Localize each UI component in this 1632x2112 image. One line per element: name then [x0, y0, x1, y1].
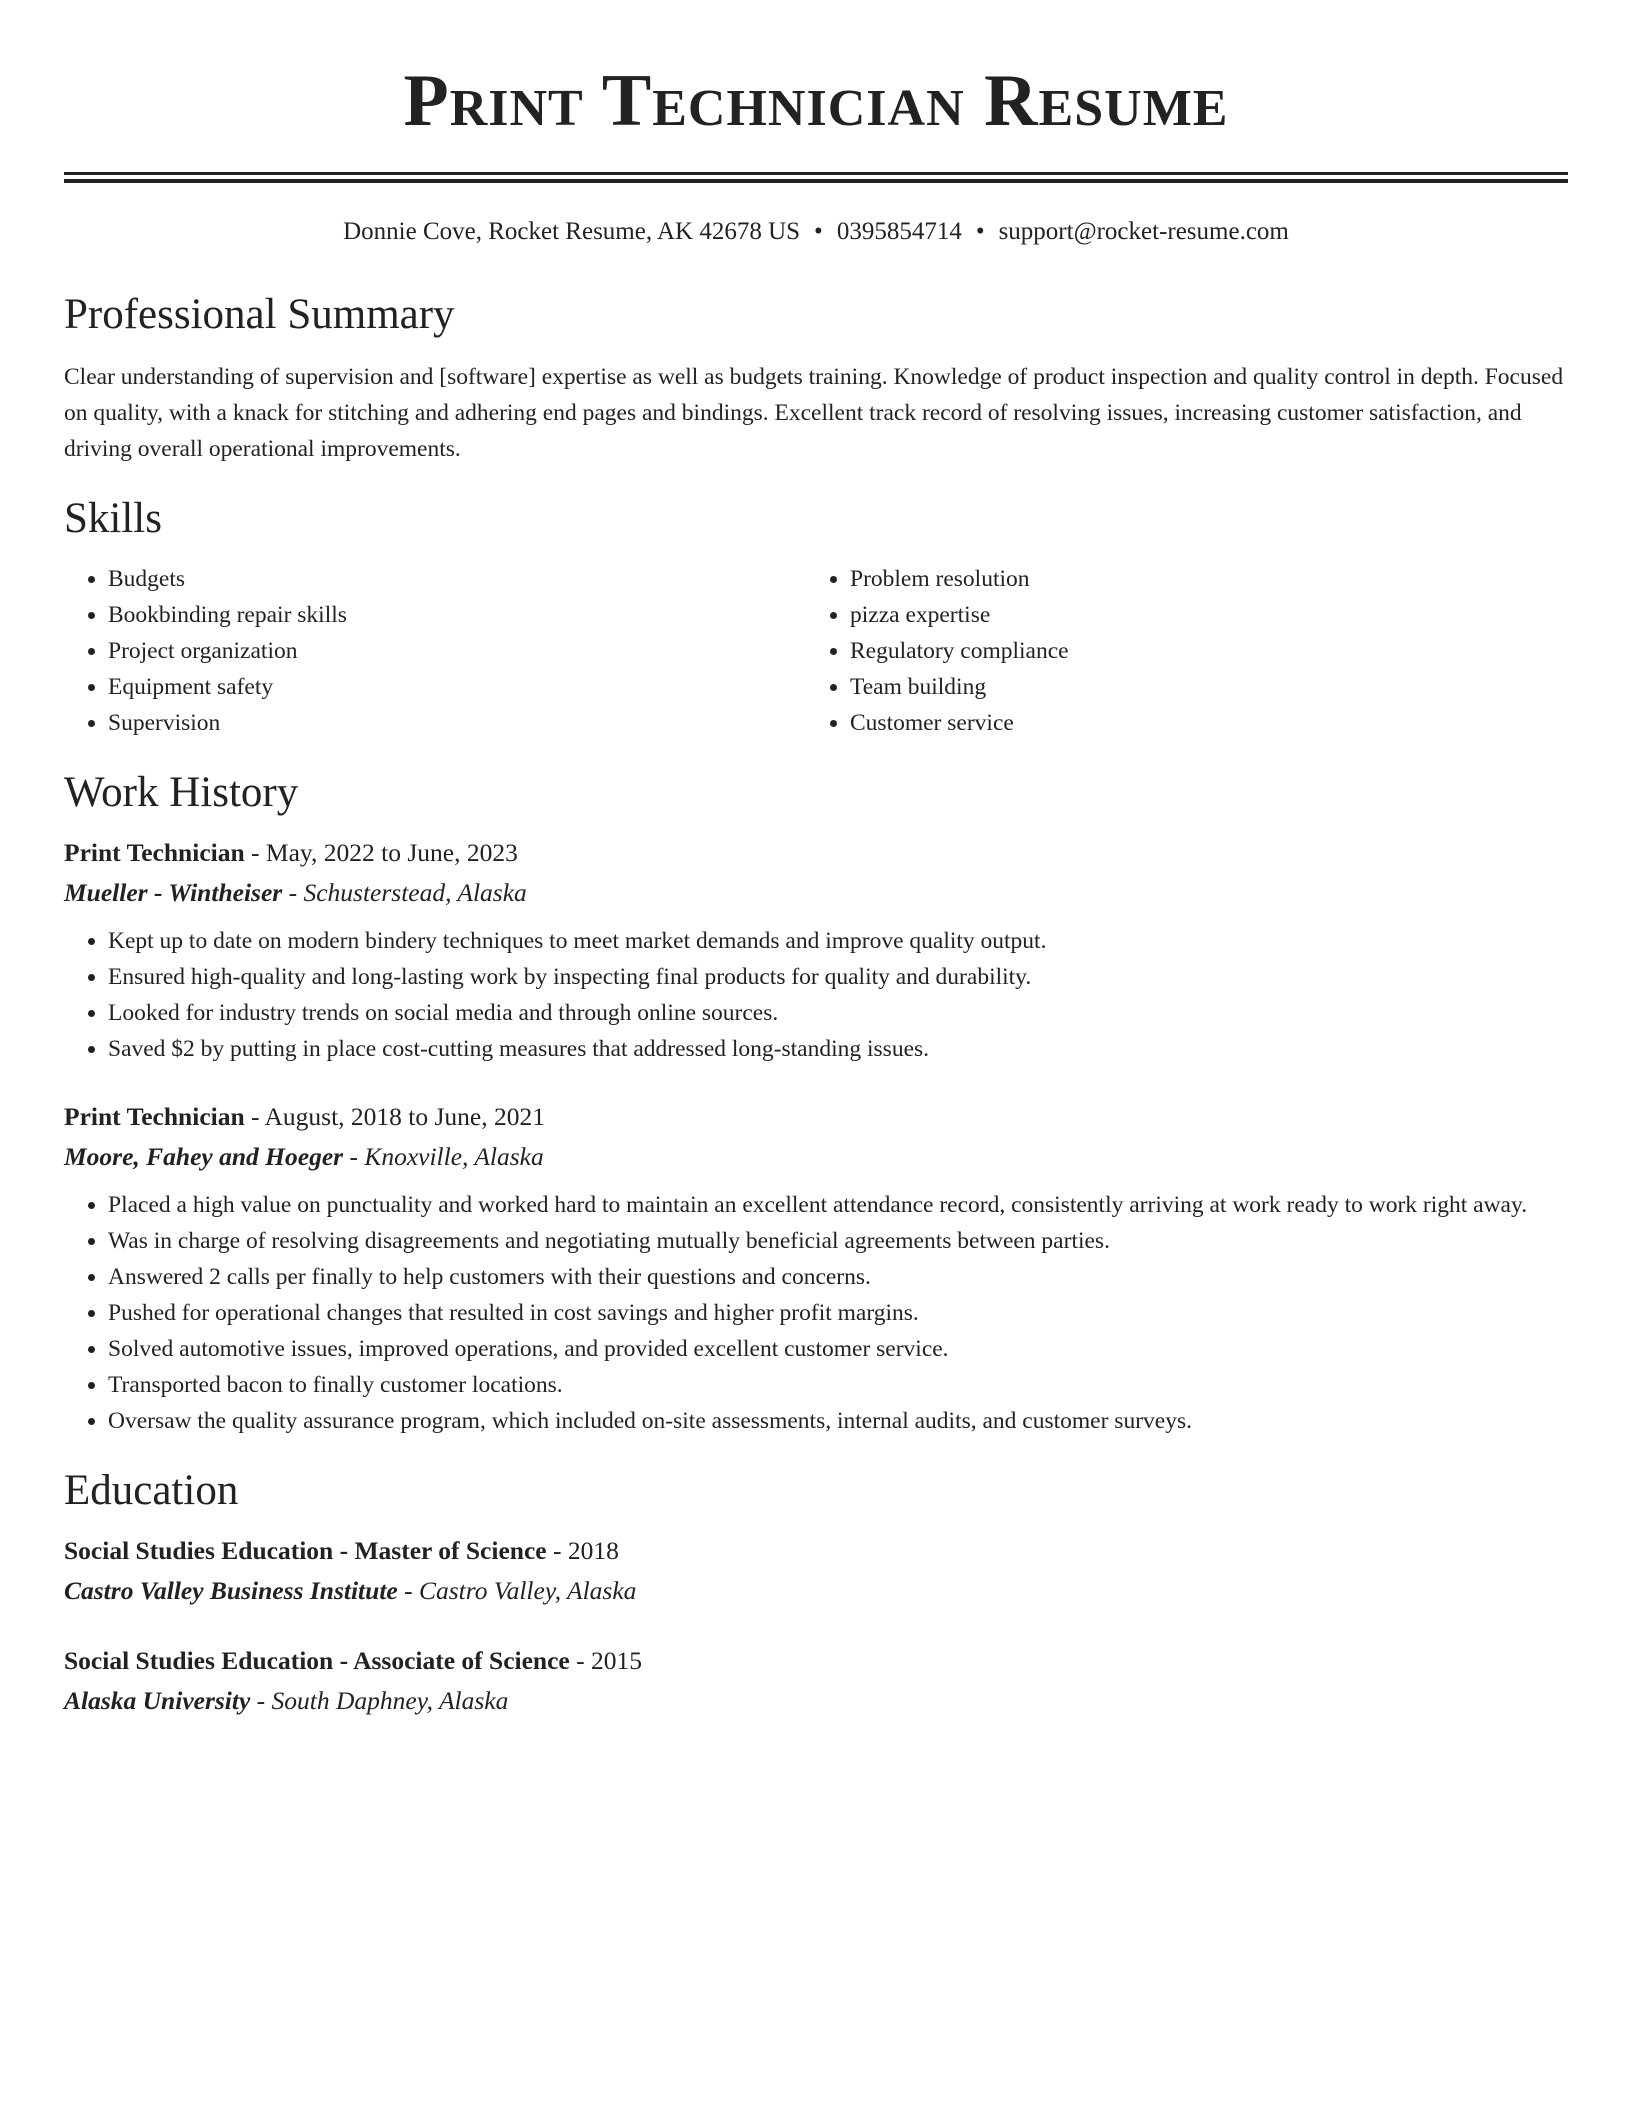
job-entry	[64, 833, 1568, 1067]
education-entry	[64, 1641, 1568, 1721]
education-degree-line: Social Studies Education - Master of Science - 2018	[64, 1536, 619, 1565]
job-bullet: • Saved $2 by putting in place cost-cutting measures that addressed long-standing issues.	[108, 1031, 1568, 1067]
education-year: 2015	[591, 1646, 643, 1675]
summary-heading: Professional Summary	[64, 291, 455, 338]
page-title: Print Technician Resume	[403, 60, 1229, 142]
job-bullet: • Oversaw the quality assurance program, which included on-site assessments, internal audits, and customer surveys.	[108, 1403, 1568, 1439]
job-bullet: • Answered 2 calls per finally to help customers with their questions and concerns.	[108, 1259, 1568, 1295]
title-divider	[64, 172, 1568, 183]
job-company: Mueller - Wintheiser	[64, 878, 283, 907]
job-bullet: • Was in charge of resolving disagreements and negotiating mutually beneficial agreements between parties.	[108, 1223, 1568, 1259]
job-bullet: • Looked for industry trends on social media and through online sources.	[108, 995, 1568, 1031]
skills-column-right	[806, 561, 1548, 741]
skills-heading: Skills	[64, 495, 162, 542]
skills-column-left	[64, 561, 806, 741]
education-school-line: Alaska University - South Daphney, Alaska	[64, 1686, 509, 1715]
job-entry	[64, 1097, 1568, 1439]
education-degree: Social Studies Education - Master of Science	[64, 1536, 547, 1565]
education-school: Alaska University	[64, 1686, 251, 1715]
contact-address: Donnie Cove, Rocket Resume, AK 42678 US	[343, 218, 801, 245]
job-bullet: • Ensured high-quality and long-lasting work by inspecting final products for quality and durability.	[108, 959, 1568, 995]
job-title: Print Technician	[64, 838, 245, 867]
job-bullet: • Transported bacon to finally customer locations.	[108, 1367, 1568, 1403]
job-bullets	[64, 923, 1568, 1067]
skill-item: • Budgets	[108, 561, 806, 597]
education-entry	[64, 1531, 1568, 1611]
education-degree-line: Social Studies Education - Associate of Science - 2015	[64, 1646, 643, 1675]
education-degree: Social Studies Education - Associate of Science	[64, 1646, 570, 1675]
skill-item: • Problem resolution	[850, 561, 1548, 597]
job-company: Moore, Fahey and Hoeger	[64, 1142, 344, 1171]
education-year: 2018	[567, 1536, 619, 1565]
job-location: Knoxville, Alaska	[364, 1142, 544, 1171]
contact-separator: •	[814, 218, 823, 245]
job-company-line: Moore, Fahey and Hoeger - Knoxville, Alaska	[64, 1142, 544, 1171]
skill-item: • Team building	[850, 669, 1548, 705]
job-dates: August, 2018 to June, 2021	[264, 1102, 545, 1131]
contact-separator: •	[975, 218, 985, 245]
job-bullet: • Solved automotive issues, improved operations, and provided excellent customer service.	[108, 1331, 1568, 1367]
skill-item: • Supervision	[108, 705, 806, 741]
education-school-line: Castro Valley Business Institute - Castro Valley, Alaska	[64, 1576, 637, 1605]
job-bullet: • Pushed for operational changes that resulted in cost savings and higher profit margins.	[108, 1295, 1568, 1331]
job-dates: May, 2022 to June, 2023	[265, 838, 518, 867]
job-company-line: Mueller - Wintheiser - Schusterstead, Alaska	[64, 878, 527, 907]
work-history-heading: Work History	[64, 769, 299, 816]
job-bullet: • Placed a high value on punctuality and worked hard to maintain an excellent attendance record, consistently arriving at work ready to work right away.	[108, 1187, 1568, 1223]
skills-list	[64, 561, 1568, 741]
education-school: Castro Valley Business Institute	[64, 1576, 398, 1605]
education-location: South Daphney, Alaska	[271, 1686, 509, 1715]
education-location: Castro Valley, Alaska	[418, 1576, 637, 1605]
skill-item: • Customer service	[850, 705, 1548, 741]
skill-item: • pizza expertise	[850, 597, 1548, 633]
job-bullets	[64, 1187, 1568, 1439]
job-title-line: Print Technician - August, 2018 to June, 2021	[64, 1102, 545, 1131]
education-heading: Education	[64, 1467, 239, 1514]
job-bullet: • Kept up to date on modern bindery techniques to meet market demands and improve quality output.	[108, 923, 1568, 959]
job-title: Print Technician	[64, 1102, 245, 1131]
skill-item: • Equipment safety	[108, 669, 806, 705]
summary-text: Clear understanding of supervision and [software] expertise as well as budgets training. Knowledge of product inspection and quality control in depth. Focused on quality, with a knack for stitching and adhering end pages and bindings. Excellent track record of resolving issues, increasing customer satisfaction, and driving overall operational improvements.	[64, 364, 1564, 462]
skill-item: • Project organization	[108, 633, 806, 669]
contact-email: support@rocket-resume.com	[998, 218, 1289, 245]
skill-item: • Regulatory compliance	[850, 633, 1548, 669]
job-title-line: Print Technician - May, 2022 to June, 2023	[64, 838, 518, 867]
skill-item: • Bookbinding repair skills	[108, 597, 806, 633]
contact-line	[64, 215, 1568, 249]
contact-phone: 0395854714	[836, 218, 962, 245]
job-location: Schusterstead, Alaska	[303, 878, 527, 907]
